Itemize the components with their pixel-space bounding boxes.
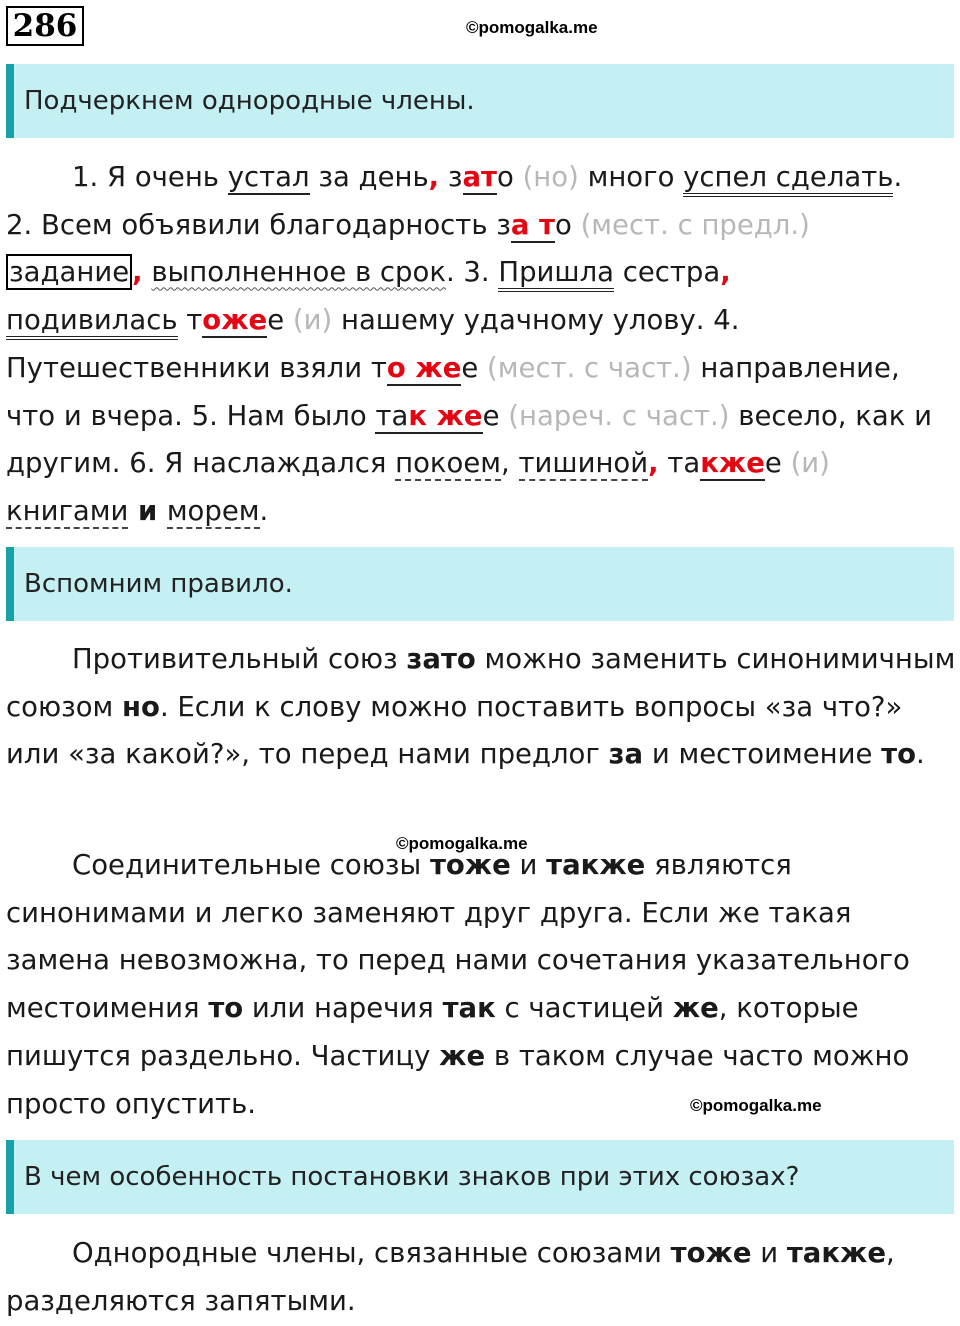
answer-paragraph: Однородные члены, связанные союзами тоже и также, разделяются запятыми. [6,1237,895,1317]
section-title-homogeneous: Подчеркнем однородные члены. [6,64,954,138]
exercise-number: 286 [6,6,84,46]
watermark-top: ©pomogalka.me [466,18,598,37]
rule-paragraph-1: Противительный союз зато можно заменить синонимичным союзом но. Если к слову можно поставить вопросы «за что?» или «за какой?», то перед нами предлог за и местоимение то. [6,643,956,771]
watermark-bottom: ©pomogalka.me [690,1096,822,1115]
watermark-middle: ©pomogalka.me [396,834,528,853]
exercise-text: 1. Я очень устал за день, зато (но) много успел сделать. 2. Всем объявили благодарность за то (мест. с предл.) задание , выполненное в срок. 3. Пришла сестра, подивилась тожее (и) нашему удачному улову. 4. Путешественники взяли то жее (мест. с част.) направление, что и вчера. 5. Нам было так жее (нареч. с част.) весело, как и другим. 6. Я наслаждался покоем, тишиной, такжее (и) книгами и морем. [6,161,932,527]
rule-paragraph-2: Соединительные союзы тоже и также являются синонимами и легко заменяют друг друга. Если же такая замена невозможна, то перед нами сочетания указательного местоимения то или наречия так с частицей же, которые пишутся раздельно. Частицу же в таком случае часто можно просто опустить. [6,849,910,1120]
section-title-rule: Вспомним правило. [6,547,954,621]
section-title-punctuation: В чем особенность постановки знаков при этих союзах? [6,1140,954,1214]
